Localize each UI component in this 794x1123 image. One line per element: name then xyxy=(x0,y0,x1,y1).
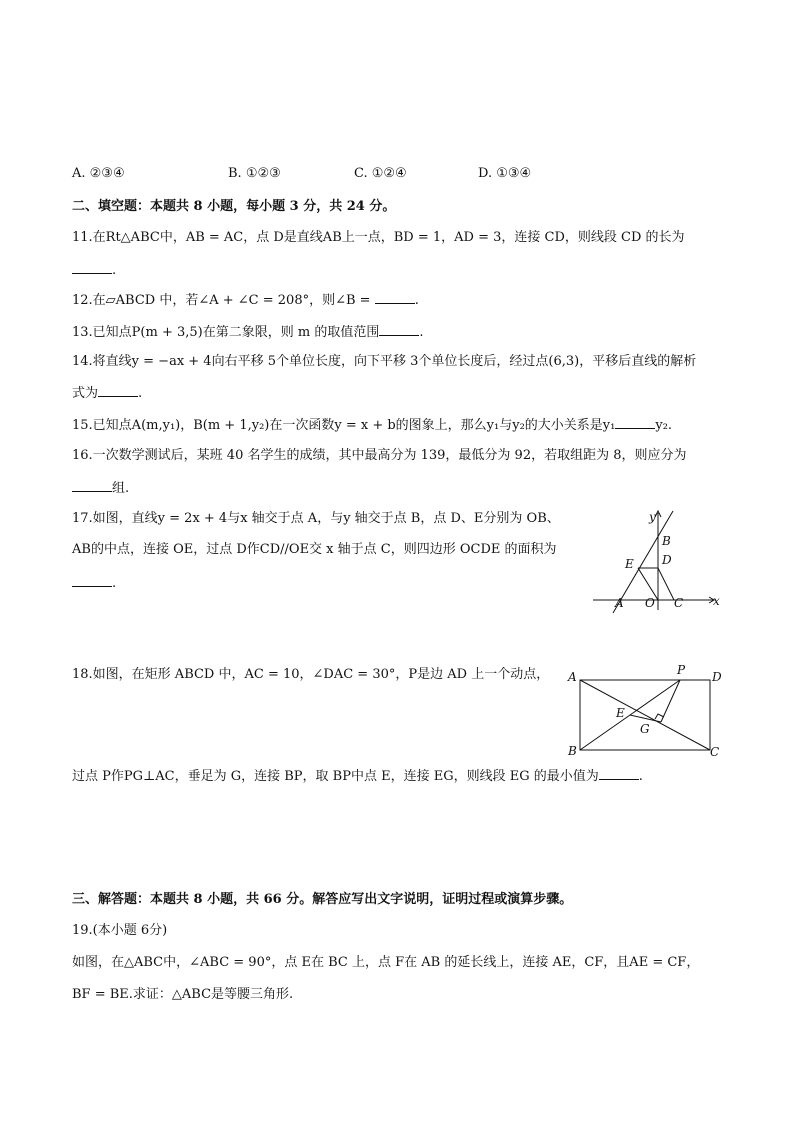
label-a: A xyxy=(615,596,624,610)
label-e: E xyxy=(616,706,625,720)
question-19-header: 19.(本小题 6分) xyxy=(72,923,168,938)
label-d: D xyxy=(662,553,672,567)
question-17-line-1: 17.如图，直线y = 2x + 4与x 轴交于点 A，与y 轴交于点 B，点 D、E分别为 OB、 xyxy=(72,511,560,526)
question-13-tail: . xyxy=(419,325,424,340)
diagonal-ac xyxy=(580,680,710,750)
question-11-answer-line xyxy=(72,261,116,280)
label-d: D xyxy=(712,670,722,684)
question-16-line-1: 16.一次数学测试后，某班 40 名学生的成绩，其中最高分为 139，最低分为 92，若取组距为 8，则应分为 xyxy=(72,448,687,463)
label-e: E xyxy=(625,557,634,571)
choice-a: A. ②③④ xyxy=(72,166,125,181)
label-c: C xyxy=(710,745,720,759)
answer-blank[interactable] xyxy=(98,384,138,397)
choice-d: D. ①③④ xyxy=(478,166,532,181)
question-12 xyxy=(72,291,419,310)
question-12-text: 12.在▱ABCD 中，若∠A + ∠C = 208°，则∠B = xyxy=(72,293,371,308)
label-c: C xyxy=(674,596,684,610)
choice-c: C. ①②④ xyxy=(354,166,407,181)
question-17-line-2: AB的中点，连接 OE，过点 D作CD//OE交 x 轴于点 C，则四边形 OCDE 的面积为 xyxy=(72,542,557,557)
question-18-line-1: 18.如图，在矩形 ABCD 中，AC = 10，∠DAC = 30°，P是边 AD 上一个动点， xyxy=(72,667,550,682)
answer-blank[interactable] xyxy=(72,261,112,274)
answer-blank[interactable] xyxy=(599,767,639,780)
answer-blank[interactable] xyxy=(379,323,419,336)
question-18-tail: . xyxy=(638,769,643,784)
answer-blank[interactable] xyxy=(72,574,112,587)
question-16-line-2 xyxy=(72,479,129,498)
question-15 xyxy=(72,416,672,435)
question-13-text: 13.已知点P(m + 3,5)在第二象限，则 m 的取值范围 xyxy=(72,325,380,340)
answer-blank[interactable] xyxy=(375,291,415,304)
question-19-line-2: BF = BE.求证：△ABC是等腰三角形. xyxy=(72,987,294,1002)
question-14-line-2 xyxy=(72,384,142,403)
answer-blank[interactable] xyxy=(72,479,112,492)
question-12-tail: . xyxy=(414,293,419,308)
label-b: B xyxy=(568,744,577,758)
question-16-tail: 组. xyxy=(112,481,130,496)
label-y: y xyxy=(649,510,656,524)
question-15-tail: y₂. xyxy=(655,418,673,433)
choice-b: B. ①②③ xyxy=(228,166,281,181)
question-11-tail: . xyxy=(112,263,117,278)
question-14-tail: . xyxy=(138,386,143,401)
question-17-line-3 xyxy=(72,574,116,593)
section-3-title: 三、解答题：本题共 8 小题，共 66 分。解答应写出文字说明，证明过程或演算步骤。 xyxy=(72,892,573,907)
label-x: x xyxy=(713,594,720,608)
question-17-figure xyxy=(585,505,725,617)
question-14-text: 式为 xyxy=(72,386,99,401)
answer-blank[interactable] xyxy=(615,416,655,429)
label-p: P xyxy=(677,663,686,677)
question-19-line-1: 如图，在△ABC中，∠ABC = 90°，点 E在 BC 上，点 F在 AB 的延长线上，连接 AE，CF，且AE = CF， xyxy=(72,955,700,970)
label-b: B xyxy=(662,534,671,548)
question-13 xyxy=(72,323,423,342)
question-17-tail: . xyxy=(112,576,117,591)
question-18-line-2 xyxy=(72,767,643,786)
question-18-text: 过点 P作PG⊥AC，垂足为 G，连接 BP，取 BP中点 E，连接 EG，则线段 EG 的最小值为 xyxy=(72,769,599,784)
question-14-line-1: 14.将直线y = −ax + 4向右平移 5个单位长度，向下平移 3个单位长度后，经过点(6,3)，平移后直线的解析 xyxy=(72,354,697,369)
section-2-title: 二、填空题：本题共 8 小题，每小题 3 分，共 24 分。 xyxy=(72,199,396,214)
label-o: O xyxy=(645,596,655,610)
question-15-text: 15.已知点A(m,y₁)，B(m + 1,y₂)在一次函数y = x + b的图象上，那么y₁与y₂的大小关系是y₁ xyxy=(72,418,616,433)
segment-dc xyxy=(658,568,674,600)
question-18-figure xyxy=(562,660,732,764)
label-g: G xyxy=(640,722,650,736)
question-11: 11.在Rt△ABC中，AB = AC，点 D是直线AB上一点，BD = 1，AD = 3，连接 CD，则线段 CD 的长为 xyxy=(72,230,685,245)
label-a: A xyxy=(568,670,577,684)
